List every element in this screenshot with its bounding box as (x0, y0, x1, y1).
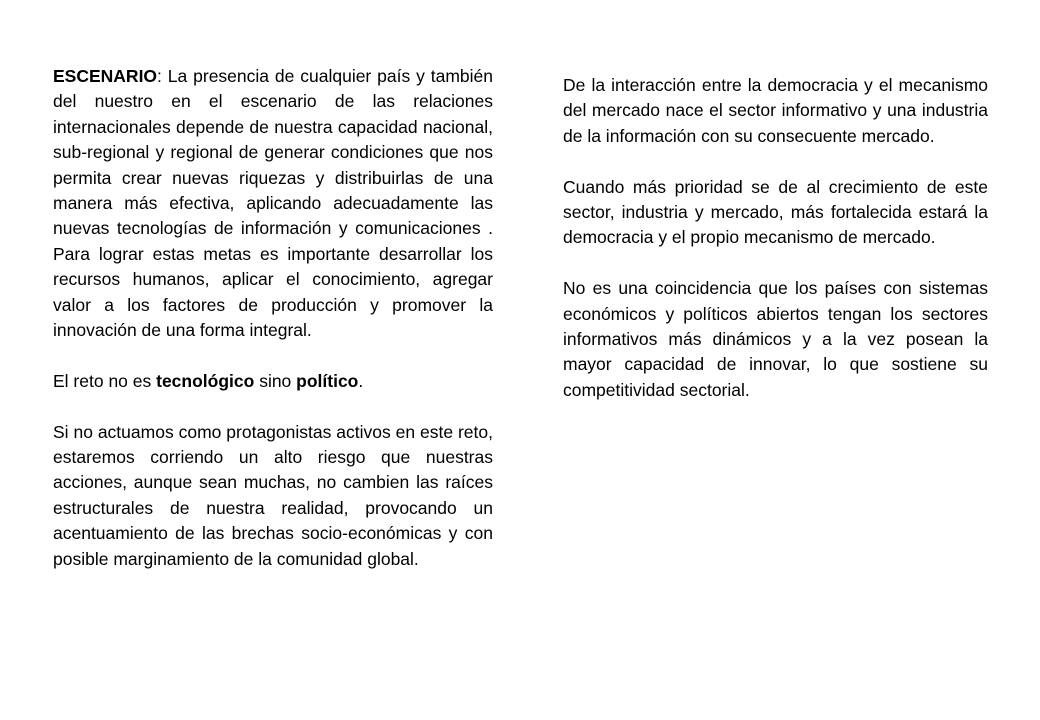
priority-paragraph: Cuando más prioridad se de al crecimiento de este sector, industria y mercado, más fortalecida estará la democracia y el propio mecanismo de mercado. (563, 176, 988, 248)
scenario-text: La presencia de cualquier país y también del nuestro en el escenario de las relaciones internacionales depende de nuestra capacidad nacional, sub-regional y regional de generar condiciones que nos permita crear nuevas riquezas y distribuirlas de una manera más efectiva, aplicando adecuadamente las nuevas tecnologías de información y comunicaciones . Para lograr estas metas es importante desarrollar los recursos humanos, aplicar el conocimiento, agregar valor a los factores de producción y promover la innovación de una forma integral. (53, 66, 493, 341)
scenario-separator: : (157, 66, 168, 86)
left-column (53, 64, 493, 572)
challenge-paragraph (53, 369, 493, 394)
challenge-emphasis-technological: tecnológico (156, 370, 255, 391)
challenge-emphasis-political: político (296, 370, 359, 391)
coincidence-paragraph: No es una coincidencia que los países con sistemas económicos y políticos abiertos tengan los sectores informativos más dinámicos y a la vez posean la mayor capacidad de innovar, lo que sostiene su competitividad sectorial. (563, 278, 988, 400)
scenario-paragraph (53, 64, 493, 343)
interaction-paragraph: De la interacción entre la democracia y el mecanismo del mercado nace el sector informativo y una industria de la información con su consecuente mercado. (563, 75, 988, 146)
challenge-middle: sino (254, 370, 297, 391)
risk-paragraph: Si no actuamos como protagonistas activos en este reto, estaremos corriendo un alto riesgo que nuestras acciones, aunque sean muchas, no cambien las raíces estructurales de nuestra realidad, provocando un acentuamiento de las brechas socio-económicas y con posible marginamiento de la comunidad global. (53, 421, 493, 569)
challenge-suffix: . (358, 370, 364, 391)
right-column (563, 73, 988, 403)
challenge-prefix: El reto no es (53, 370, 157, 391)
scenario-label: ESCENARIO (53, 66, 158, 86)
